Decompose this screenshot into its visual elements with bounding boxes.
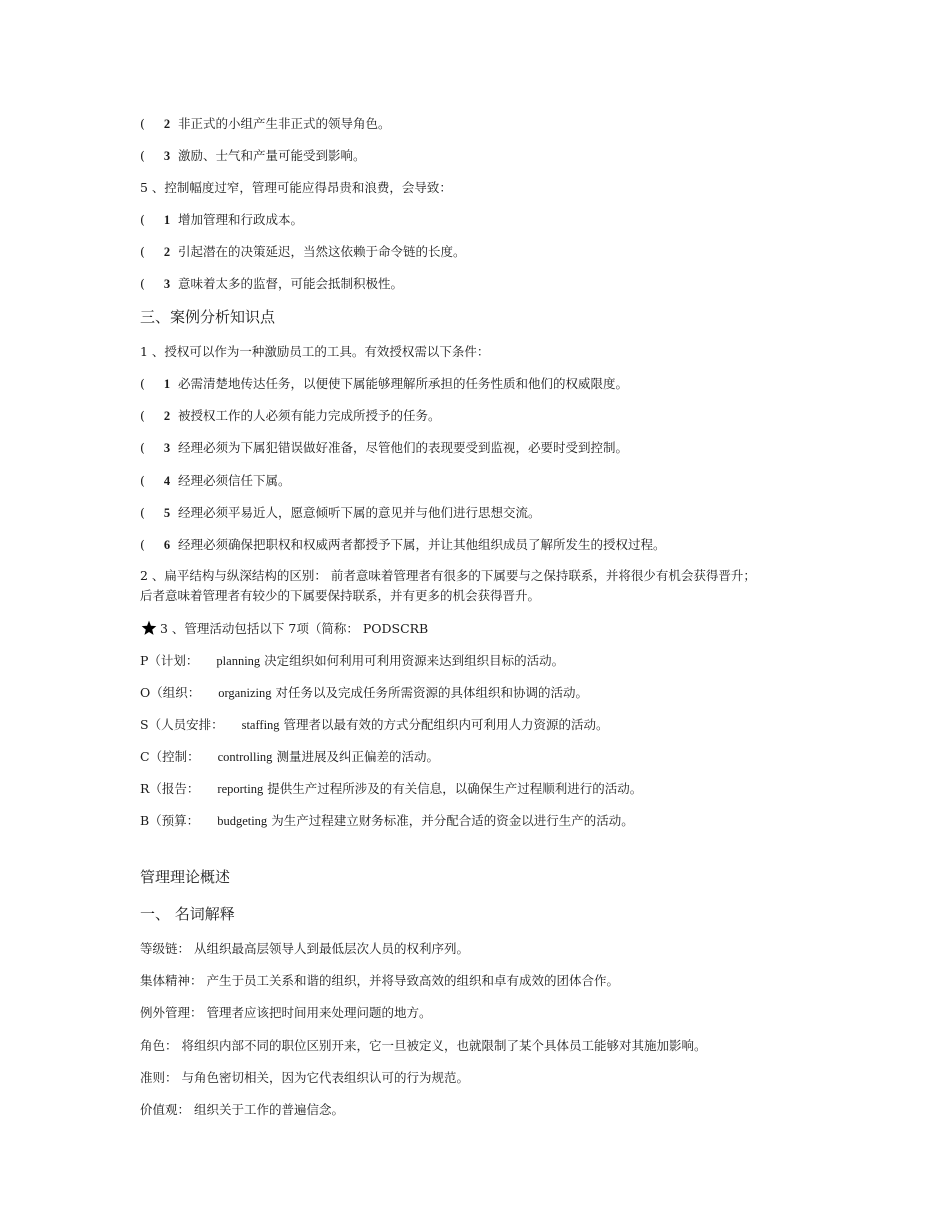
activity-term: reporting <box>217 782 264 796</box>
activity-label: C（控制： <box>140 749 200 764</box>
paren: ( <box>140 276 145 291</box>
paragraph-head-text: 3 、管理活动包括以下 7项（简称： PODSCRB <box>160 621 429 636</box>
section-title: 三、案例分析知识点 <box>140 308 276 326</box>
paren: ( <box>140 116 145 131</box>
star-icon <box>140 620 158 636</box>
definition: 等级链： 从组织最高层领导人到最低层次人员的权利序列。 <box>140 941 469 956</box>
item-text: 经理必须确保把职权和权威两者都授予下属，并让其他组织成员了解所发生的授权过程。 <box>177 537 666 552</box>
paren: ( <box>140 244 145 259</box>
activity-term: organizing <box>218 686 272 700</box>
paren: ( <box>140 148 145 163</box>
paren: ( <box>140 440 145 455</box>
section-title: 一、 名词解释 <box>140 905 235 923</box>
list-item <box>140 408 441 424</box>
item-text: 引起潜在的决策延迟，当然这依赖于命令链的长度。 <box>177 244 466 259</box>
activity-label: B（预算： <box>140 813 200 828</box>
paragraph-line: 后者意味着管理者有较少的下属要保持联系，并有更多的机会获得晋升。 <box>140 588 541 603</box>
list-item <box>140 537 666 553</box>
activity-row <box>140 749 439 765</box>
list-item <box>140 244 466 260</box>
activity-term: budgeting <box>217 814 268 828</box>
activity-text: 管理者以最有效的方式分配组织内可利用人力资源的活动。 <box>283 717 609 732</box>
definition: 准则： 与角色密切相关，因为它代表组织认可的行为规范。 <box>140 1070 469 1085</box>
activity-text: 为生产过程建立财务标准，并分配合适的资金以进行生产的活动。 <box>271 813 634 828</box>
paragraph-head: 1 、授权可以作为一种激励员工的工具。有效授权需以下条件： <box>140 344 490 359</box>
activity-row <box>140 685 588 701</box>
item-text: 经理必须为下属犯错误做好准备，尽管他们的表现要受到监视，必要时受到控制。 <box>177 440 628 455</box>
activity-text: 决定组织如何利用可利用资源来达到组织目标的活动。 <box>264 653 565 668</box>
item-text: 经理必须平易近人，愿意倾听下属的意见并与他们进行思想交流。 <box>177 505 541 520</box>
list-item <box>140 376 628 392</box>
chapter-title: 管理理论概述 <box>140 868 231 886</box>
list-item <box>140 212 303 228</box>
list-item <box>140 440 628 456</box>
paren: ( <box>140 408 145 423</box>
activity-row <box>140 653 564 669</box>
item-text: 必需清楚地传达任务，以便使下属能够理解所承担的任务性质和他们的权威限度。 <box>177 376 628 391</box>
item-text: 增加管理和行政成本。 <box>177 212 303 227</box>
activity-label: P（计划： <box>140 653 199 668</box>
activity-row <box>140 717 609 733</box>
item-number: 3 <box>163 277 171 291</box>
item-number: 2 <box>163 117 171 131</box>
item-text: 被授权工作的人必须有能力完成所授予的任务。 <box>177 408 441 423</box>
definition: 价值观： 组织关于工作的普遍信念。 <box>140 1102 344 1117</box>
definition: 例外管理： 管理者应该把时间用来处理问题的地方。 <box>140 1005 432 1020</box>
paren: ( <box>140 537 145 552</box>
list-item <box>140 473 291 489</box>
activity-text: 提供生产过程所涉及的有关信息，以确保生产过程顺利进行的活动。 <box>267 781 643 796</box>
activity-label: O（组织： <box>140 685 201 700</box>
activity-term: controlling <box>217 750 273 764</box>
paragraph-head <box>142 620 428 637</box>
item-number: 1 <box>163 213 171 227</box>
activity-label: S（人员安排： <box>140 717 224 732</box>
list-item <box>140 116 391 132</box>
activity-text: 测量进展及纠正偏差的活动。 <box>276 749 439 764</box>
item-text: 经理必须信任下属。 <box>177 473 291 488</box>
paren: ( <box>140 505 145 520</box>
item-number: 2 <box>163 409 171 423</box>
activity-label: R（报告： <box>140 781 200 796</box>
activity-row <box>140 781 642 797</box>
activity-term: planning <box>216 654 261 668</box>
item-number: 1 <box>163 377 171 391</box>
paren: ( <box>140 473 145 488</box>
item-text: 意味着太多的监督，可能会抵制积极性。 <box>177 276 403 291</box>
definition: 角色： 将组织内部不同的职位区别开来，它一旦被定义，也就限制了某个具体员工能够对其施加影响。 <box>140 1038 707 1053</box>
activity-row <box>140 813 634 829</box>
paragraph-head: 5 、控制幅度过窄，管理可能应得昂贵和浪费，会导致： <box>140 180 452 195</box>
activity-text: 对任务以及完成任务所需资源的具体组织和协调的活动。 <box>275 685 588 700</box>
list-item <box>140 148 366 164</box>
item-number: 4 <box>163 474 171 488</box>
item-number: 6 <box>163 538 171 552</box>
paren: ( <box>140 212 145 227</box>
item-number: 3 <box>163 441 171 455</box>
item-text: 非正式的小组产生非正式的领导角色。 <box>177 116 391 131</box>
item-text: 激励、士气和产量可能受到影响。 <box>177 148 366 163</box>
item-number: 2 <box>163 245 171 259</box>
paren: ( <box>140 376 145 391</box>
activity-term: staffing <box>241 718 280 732</box>
item-number: 3 <box>163 149 171 163</box>
definition: 集体精神： 产生于员工关系和谐的组织，并将导致高效的组织和卓有成效的团体合作。 <box>140 973 619 988</box>
item-number: 5 <box>163 506 171 520</box>
list-item <box>140 276 403 292</box>
list-item <box>140 505 541 521</box>
paragraph-line: 2 、扁平结构与纵深结构的区别： 前者意味着管理者有很多的下属要与之保持联系，并将很少有机会获得晋升； <box>140 568 756 583</box>
